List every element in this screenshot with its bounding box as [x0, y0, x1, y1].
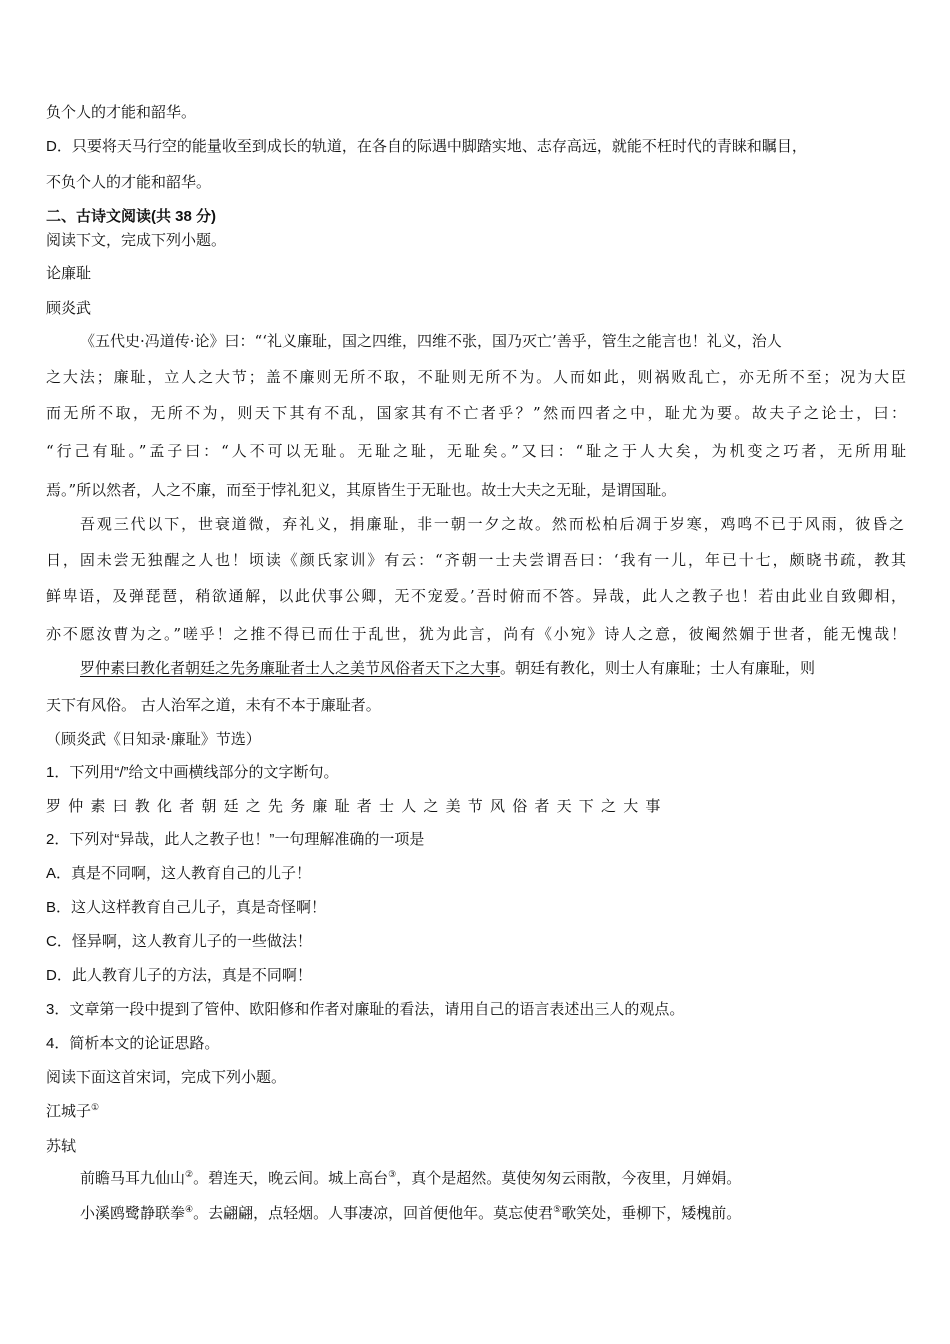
question-2-option-b: B．这人这样教育自己儿子，真是奇怪啊！ — [46, 899, 327, 916]
poem-line-2-part-c: 歌笑处，垂柳下，矮槐前。 — [561, 1204, 742, 1222]
essay-p3-line1 — [80, 658, 904, 678]
poem-title — [46, 1101, 906, 1121]
question-2-option-a: A．真是不同啊，这人教育自己的儿子！ — [46, 865, 312, 882]
essay-p1-line4: “行己有耻。”孟子曰：“人不可以无耻。无耻之耻，无耻矣。”又曰：“耻之于人大矣，为机变之巧者，无所用耻 — [46, 442, 906, 460]
footnote-marker: ④ — [185, 1205, 194, 1215]
footnote-marker: ② — [185, 1170, 194, 1180]
poem-line-1-part-a: 前瞻马耳九仙山 — [80, 1169, 186, 1187]
footnote-marker: ① — [91, 1103, 100, 1113]
question-2-option-d: D．此人教育儿子的方法，真是不同啊！ — [46, 967, 312, 984]
poem-line-1-part-b: 。碧连天，晚云间。城上高台 — [193, 1169, 389, 1187]
footnote-marker: ③ — [388, 1170, 397, 1180]
essay-p2-line1: 吾观三代以下，世衰道微，弃礼义，捐廉耻，非一朝一夕之故。然而松柏后凋于岁寒，鸡鸣不已于风雨，彼昏之 — [80, 515, 904, 533]
poem-line-2-part-a: 小溪鸥鹭静联拳 — [80, 1204, 186, 1222]
poem-line-1-part-c: ，真个是超然。莫使匆匆云雨散，今夜里，月婵娟。 — [396, 1169, 742, 1187]
question-2-option-c: C．怪异啊，这人教育儿子的一些做法！ — [46, 933, 312, 950]
underlined-passage: 罗仲素曰教化者朝廷之先务廉耻者士人之美节风俗者天下之大事 — [80, 659, 501, 677]
section-instruction: 阅读下文，完成下列小题。 — [46, 232, 227, 249]
essay-p3-rest: 。朝廷有教化，则士人有廉耻；士人有廉耻，则 — [500, 659, 816, 677]
footnote-marker: ⑤ — [553, 1205, 562, 1215]
essay-source: （顾炎武《日知录·廉耻》节选） — [46, 730, 261, 748]
question-4: 4．简析本文的论证思路。 — [46, 1035, 220, 1052]
essay-p2-line3: 鲜卑语，及弹琵琶，稍欲通解，以此伏事公卿，无不宠爱。’吾时俯而不答。异哉，此人之教子也！若由此业自致卿相， — [46, 587, 906, 605]
poem-author: 苏轼 — [46, 1137, 77, 1155]
poem-line-1 — [80, 1168, 904, 1188]
essay-p1-line3: 而无所不取，无所不为，则天下其有不乱，国家其有不亡者乎？”然而四者之中，耻尤为要。故夫子之论士，曰： — [46, 404, 906, 422]
essay-title: 论廉耻 — [46, 264, 92, 282]
option-d-line1: D．只要将天马行空的能量收至到成长的轨道，在各自的际遇中脚踏实地、志存高远，就能不枉时代的青睐和瞩目， — [46, 138, 807, 155]
essay-p2-line4: 亦不愿汝曹为之。”嗟乎！之推不得已而仕于乱世，犹为此言，尚有《小宛》诗人之意，彼阉然媚于世者，能无愧哉！ — [46, 625, 906, 643]
section-heading: 二、古诗文阅读(共 38 分) — [46, 208, 217, 225]
option-c-tail: 负个人的才能和韶华。 — [46, 104, 197, 121]
essay-p3-line2: 天下有风俗。 古人治军之道，未有不本于廉耻者。 — [46, 696, 381, 714]
essay-author: 顾炎武 — [46, 299, 92, 317]
essay-p1-line1: 《五代史·冯道传·论》曰：“‘礼义廉耻，国之四维，四维不张，国乃灭亡’善乎，管生之能言也！礼义，治人 — [80, 332, 782, 350]
essay-p1-line2: 之大法；廉耻，立人之大节；盖不廉则无所不取，不耻则无所不为。人而如此，则祸败乱亡，亦无所不至；况为大臣 — [46, 368, 906, 386]
poem-line-2-part-b: 。去翩翩，点轻烟。人事凄凉，回首便他年。莫忘使君 — [193, 1204, 554, 1222]
essay-p1-line5: 焉。”所以然者，人之不廉，而至于悖礼犯义，其原皆生于无耻也。故士大夫之无耻，是谓国耻。 — [46, 481, 677, 499]
question-2: 2．下列对“异哉，此人之教子也！”一句理解准确的一项是 — [46, 831, 425, 848]
option-d-line2: 不负个人的才能和韶华。 — [46, 174, 212, 191]
poem-title-text: 江城子 — [46, 1102, 92, 1120]
question-1: 1．下列用“/”给文中画横线部分的文字断句。 — [46, 764, 339, 781]
question-1-text: 罗仲素曰教化者朝廷之先务廉耻者士人之美节风俗者天下之大事 — [46, 798, 668, 815]
essay-p2-line2: 日，固未尝无独醒之人也！顷读《颜氏家训》有云：“齐朝一士夫尝谓吾曰：‘我有一儿，年已十七，颇晓书疏，教其 — [46, 551, 906, 569]
poem-instruction: 阅读下面这首宋词，完成下列小题。 — [46, 1069, 287, 1086]
question-3: 3．文章第一段中提到了管仲、欧阳修和作者对廉耻的看法，请用自己的语言表述出三人的观点。 — [46, 1001, 685, 1018]
poem-line-2 — [80, 1203, 904, 1223]
